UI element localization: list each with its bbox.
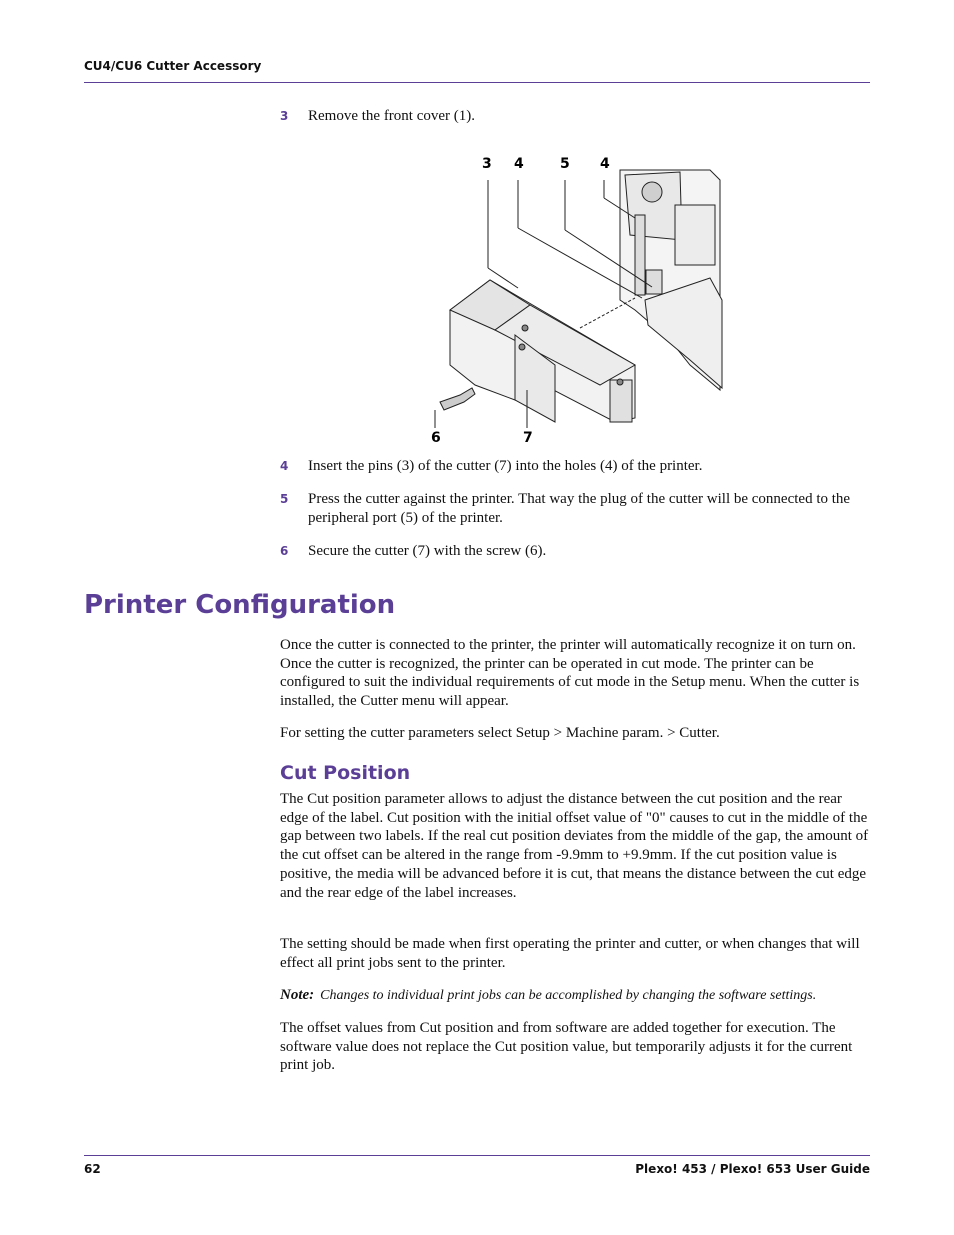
step-number: 5 <box>280 492 289 506</box>
figure-callout-4b: 4 <box>600 156 610 172</box>
figure-callout-7: 7 <box>523 430 533 446</box>
note-text: Changes to individual print jobs can be accomplished by changing the software settings. <box>320 988 817 1003</box>
section-paragraph: For setting the cutter parameters select Setup > Machine param. > Cutter. <box>280 725 720 741</box>
figure-callout-3: 3 <box>482 156 492 172</box>
footer-rule <box>84 1155 870 1156</box>
figure-callout-6: 6 <box>431 430 441 446</box>
step-number: 3 <box>280 109 289 123</box>
figure-callout-4: 4 <box>514 156 524 172</box>
header-rule <box>84 82 870 83</box>
subsection-paragraph: The offset values from Cut position and from software are added together for execution. The software value does not replace the Cut position value, but temporarily adjusts it for the current print job. <box>280 1020 853 1074</box>
running-header: CU4/CU6 Cutter Accessory <box>84 59 262 73</box>
section-title: Printer Configuration <box>84 590 396 620</box>
page-number: 62 <box>84 1162 101 1176</box>
section-paragraph: Once the cutter is connected to the printer, the printer will automatically recognize it on turn on. Once the cutter is recognized, the printer can be operated in cut mode. The printer can be configured to suit the individual requirements of cut mode in the Setup menu. When the cutter is installed, the Cutter menu will appear. <box>280 637 860 710</box>
step-5 <box>280 490 870 528</box>
subsection-paragraph: The setting should be made when first operating the printer and cutter, or when changes that will effect all print jobs sent to the printer. <box>280 936 860 971</box>
step-number: 6 <box>280 544 289 558</box>
step-4 <box>280 457 870 476</box>
step-6 <box>280 542 870 561</box>
step-text: Secure the cutter (7) with the screw (6). <box>308 543 547 559</box>
figure-callout-5: 5 <box>560 156 570 172</box>
subsection-paragraph: The Cut position parameter allows to adjust the distance between the cut position and the rear edge of the label. Cut position with the initial offset value of "0" causes to cut in the middle of the gap between two labels. If the real cut position deviates from the middle of the gap, the amount of the cut offset can be altered in the range from -9.9mm to +9.9mm. If the cut position value is positive, the media will be advanced before it is cut, that means the distance between the cut edge and the rear edge of the label increases. <box>280 791 869 901</box>
note <box>280 986 880 1005</box>
step-number: 4 <box>280 459 289 473</box>
note-label: Note: <box>280 987 315 1003</box>
subsection-title: Cut Position <box>280 762 411 784</box>
step-3 <box>280 107 870 126</box>
step-text: Remove the front cover (1). <box>308 108 476 124</box>
cutter-installation-figure <box>420 150 730 450</box>
guide-title: Plexo! 453 / Plexo! 653 User Guide <box>635 1162 870 1176</box>
step-text: Insert the pins (3) of the cutter (7) into the holes (4) of the printer. <box>308 458 703 474</box>
step-text: Press the cutter against the printer. That way the plug of the cutter will be connected to the peripheral port (5) of the printer. <box>308 491 851 526</box>
